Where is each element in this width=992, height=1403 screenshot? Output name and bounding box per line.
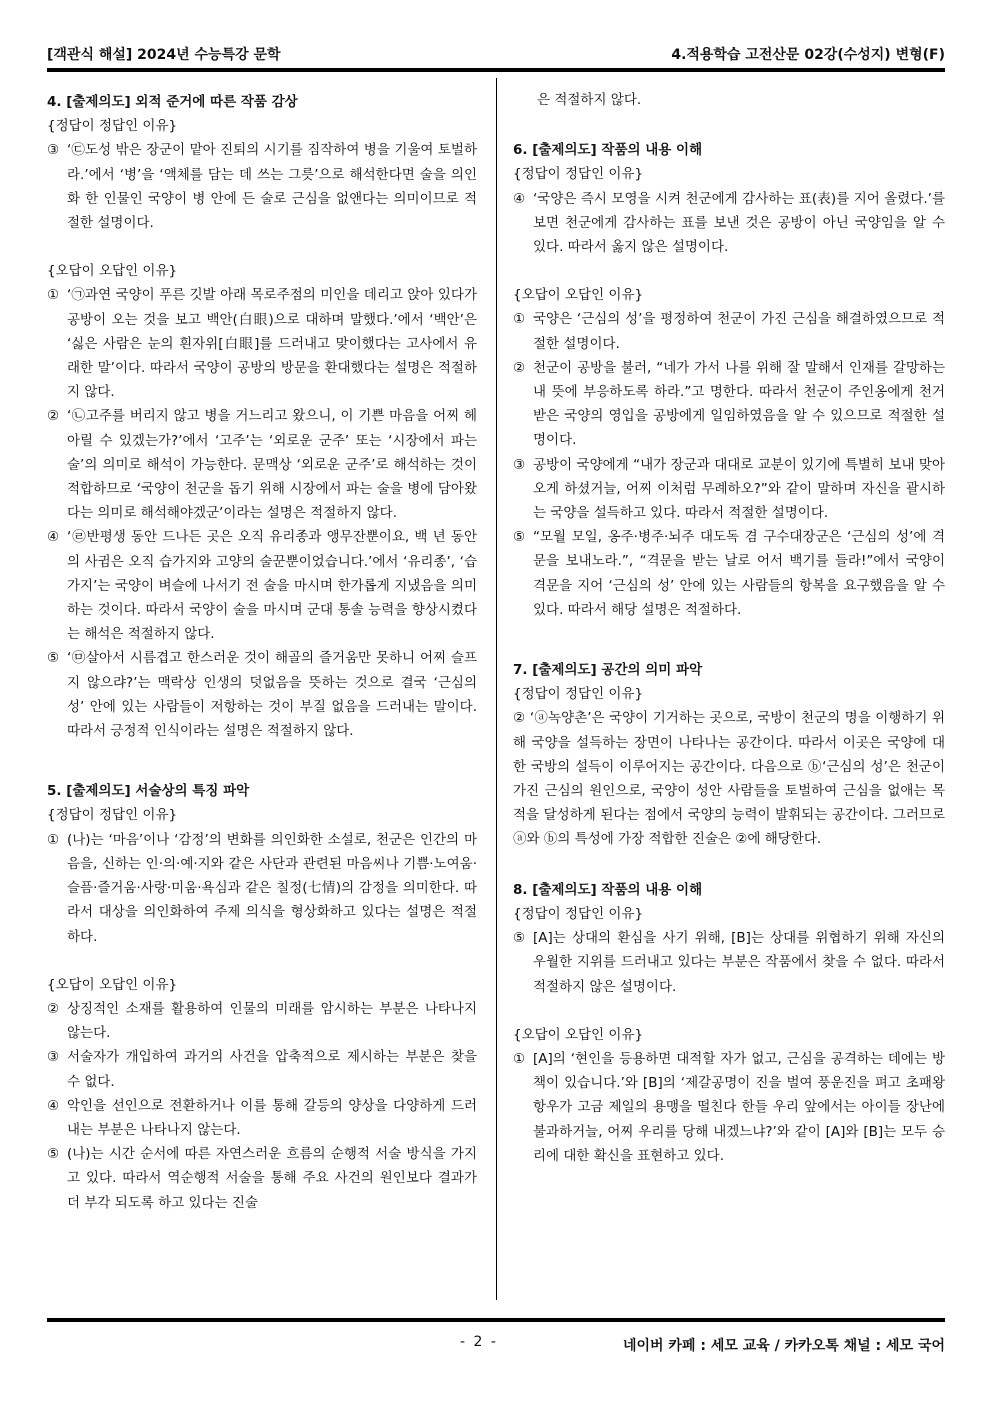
explanation-item (47, 404, 477, 525)
item-number: ② (47, 1000, 60, 1017)
footer-rule (47, 1318, 945, 1322)
item-number: ① (47, 287, 60, 304)
item-number: ③ (513, 456, 526, 473)
section-title: 5. [출제의도] 서술상의 특징 파악 (47, 783, 250, 800)
subsection-label: {정답이 정답인 이유} (513, 686, 644, 703)
subsection-label: {오답이 오답인 이유} (513, 287, 644, 304)
page-number: - 2 - (460, 1334, 498, 1350)
right-column (513, 88, 945, 1168)
section-title: 7. [출제의도] 공간의 의미 파악 (513, 662, 703, 679)
header-rule (47, 68, 945, 72)
explanation-item (47, 1045, 477, 1093)
subsection-label: {오답이 오답인 이유} (513, 1026, 644, 1043)
header-chapter: 4.적용학습 고전산문 02강(수성지) 변형(F) (671, 47, 945, 63)
explanation-item (513, 926, 945, 999)
item-number: ⑤ (513, 930, 526, 947)
explanation-item (513, 525, 945, 622)
explanation-item (47, 138, 477, 235)
explanation-item (47, 1142, 477, 1215)
section-title: 8. [출제의도] 작품의 내용 이해 (513, 881, 703, 898)
item-text: ‘㉤살아서 시름겹고 한스러운 것이 해골의 즐거움만 못하니 어찌 슬프지 않으랴?’는 맥락상 인생의 덧없음을 뜻하는 것으로 결국 ‘근심의 성’ 안에 있는 사람들이 저항하는 것이 부질 없음을 드러내는 말이다. 따라서 긍정적 인식이라는 설명은 적절하지 않다. (67, 650, 477, 740)
section-title: 6. [출제의도] 작품의 내용 이해 (513, 142, 703, 159)
left-column (47, 88, 477, 1215)
subsection-label: {오답이 오답인 이유} (47, 976, 178, 993)
subsection-label: {정답이 정답인 이유} (513, 905, 644, 922)
subsection-label: {오답이 오답인 이유} (47, 263, 178, 280)
item-number: ① (513, 1050, 526, 1067)
explanation-item (47, 283, 477, 404)
item-text: [A]의 ‘현인을 등용하면 대적할 자가 없고, 근심을 공격하는 데에는 방책이 있습니다.’와 [B]의 ‘제갈공명이 진을 벌여 풍운진을 펴고 초패왕 항우가 고금 제일의 용맹을 떨친다 한들 우리 앞에서는 아이들 장난에 불과하거늘, 어찌 우리를 당해 내겠느냐?’와 같이 [A]와 [B]는 모두 승리에 대한 확신을 표현하고 있다. (533, 1050, 945, 1164)
item-text: 상징적인 소재를 활용하여 인물의 미래를 암시하는 부분은 나타나지 않는다. (67, 1000, 477, 1042)
item-number: ⑤ (47, 650, 60, 667)
item-text: ‘㉢도성 밖은 장군이 맡아 진퇴의 시기를 짐작하여 병을 기울여 토벌하라.’에서 ‘병’을 ‘액체를 담는 데 쓰는 그릇’으로 해석한다면 술을 의인화 한 인물인 국양이 병 안에 든 술로 근심을 없앤다는 의미이므로 적절한 설명이다. (67, 142, 477, 232)
item-text: ‘㉠과연 국양이 푸른 깃발 아래 목로주점의 미인을 데리고 앉아 있다가 공방이 오는 것을 보고 백안(白眼)으로 대하며 말했다.’에서 ‘백안’은 ‘싫은 사람은 눈의 흰자위[白眼]를 드러내고 맞이했다는 고사에서 유래한 말’이다. 따라서 국양이 공방의 방문을 환대했다는 설명은 적절하지 않다. (67, 287, 477, 401)
continued-text: 은 적절하지 않다. (537, 92, 642, 108)
header-title: [객관식 해설] 2024년 수능특강 문학 (47, 47, 281, 63)
explanation-item (47, 828, 477, 949)
explanation-item (47, 525, 477, 646)
item-text: “모월 모일, 옹주·병주·뇌주 대도독 겸 구수대장군은 ‘근심의 성’에 격문을 보내노라.”, “격문을 받는 날로 어서 백기를 들라!”에서 국양이 격문을 지어 ‘근심의 성’ 안에 있는 사람들의 항복을 요구했음을 알 수 있다. 따라서 해당 설명은 적절하다. (533, 529, 945, 618)
explanation-item (513, 356, 945, 453)
item-text: (나)는 ‘마음’이나 ‘감정’의 변화를 의인화한 소설로, 천군은 인간의 마음을, 신하는 인·의·예·지와 같은 사단과 관련된 마음씨나 기쁨·노여움·슬픔·즐거움·사랑·미움·욕심과 같은 칠정(七情)의 감정을 의미한다. 따라서 대상을 의인화하여 주제 의식을 형상화하고 있다는 설명은 적절하다. (67, 831, 477, 945)
item-text: ‘㉡고주를 버리지 않고 병을 거느리고 왔으니, 이 기쁜 마음을 어찌 헤아릴 수 있겠는가?’에서 ‘고주’는 ‘외로운 군주’ 또는 ‘시장에서 파는 술’의 의미로 해석이 가능한다. 문맥상 ‘외로운 군주’로 해석하는 것이 적합하므로 ‘국양이 천군을 돕기 위해 시장에서 파는 술을 병에 담아왔다는 의미로 해석해야겠군’이라는 설명은 적절하지 않다. (67, 408, 477, 522)
spacer (513, 112, 945, 136)
item-number: ③ (47, 1049, 60, 1066)
item-number: ④ (47, 529, 60, 546)
item-text: 공방이 국양에게 “내가 장군과 대대로 교분이 있기에 특별히 보내 맞아 오게 하셨거늘, 어찌 이처럼 무례하오?”와 같이 말하며 자신을 괄시하는 국양을 설득하고 있다. 따라서 적절한 설명이다. (533, 456, 945, 522)
column-divider (496, 78, 497, 1300)
explanation-item (513, 187, 945, 260)
item-number: ⑤ (47, 1146, 60, 1163)
item-number: ② (513, 359, 526, 376)
subsection-label: {정답이 정답인 이유} (47, 118, 178, 135)
item-text: 악인을 선인으로 전환하거나 이를 통해 갈등의 양상을 다양하게 드러내는 부분은 나타나지 않는다. (67, 1097, 477, 1138)
page-header (47, 40, 945, 66)
spacer (47, 949, 477, 973)
spacer (513, 622, 945, 656)
item-text: [A]는 상대의 환심을 사기 위해, [B]는 상대를 위협하기 위해 자신의 우월한 지위를 드러내고 있다는 부분은 작품에서 찾을 수 없다. 따라서 적절하지 않은 설명이다. (533, 930, 945, 995)
spacer (513, 852, 945, 876)
paragraph: ② ‘ⓐ녹양촌’은 국양이 기거하는 곳으로, 국방이 천군의 명을 이행하기 위해 국양을 설득하는 장면이 나타나는 공간이다. 따라서 이곳은 국양에 대한 국방의 설득이 이루어지는 공간이다. 다음으로 ⓑ‘근심의 성’은 천군이 가진 근심의 원인으로, 국양이 성안 사람들을 토벌하여 근심을 없애는 목적을 달성하게 된다는 점에서 국양의 능력이 발휘되는 공간이다. 그러므로 ⓐ와 ⓑ의 특성에 가장 적합한 진술은 ②에 해당한다. (513, 710, 945, 848)
spacer (513, 999, 945, 1023)
explanation-item (513, 453, 945, 526)
item-text: ‘국양은 즉시 모영을 시켜 천군에게 감사하는 표(表)를 지어 올렸다.’를 보면 천군에게 감사하는 표를 보낸 것은 공방이 아닌 국양임을 알 수 있다. 따라서 옳지 않은 설명이다. (533, 190, 945, 256)
item-number: ① (513, 311, 526, 328)
explanation-item (47, 646, 477, 743)
item-text: ‘㉣반평생 동안 드나든 곳은 오직 유리종과 앵무잔뿐이요, 백 년 동안의 사귐은 오직 습가지와 고양의 술꾼뿐이었습니다.’에서 ‘유리종’, ‘습가지’는 국양이 벼슬에 나서기 전 술을 마시며 한가롭게 지냈음을 의미하는 것이다. 따라서 국양이 술을 마시며 군대 통솔 능력을 향상시켰다는 해석은 적절하지 않다. (67, 529, 477, 643)
spacer (47, 235, 477, 259)
footer-credit: 네이버 카페 : 세모 교육 / 카카오톡 채널 : 세모 국어 (622, 1338, 945, 1354)
spacer (513, 259, 945, 283)
item-text: (나)는 시간 순서에 따른 자연스러운 흐름의 순행적 서술 방식을 가지고 있다. 따라서 역순행적 서술을 통해 주요 사건의 원인보다 결과가 더 부각 되도록 하고 있다는 진술 (67, 1146, 477, 1211)
item-number: ② (47, 408, 60, 425)
item-number: ① (47, 831, 60, 848)
explanation-item (513, 1047, 945, 1168)
explanation-item (513, 307, 945, 355)
item-number: ④ (47, 1097, 60, 1114)
item-text: 서술자가 개입하여 과거의 사건을 압축적으로 제시하는 부분은 찾을 수 없다. (67, 1049, 477, 1090)
item-number: ⑤ (513, 529, 526, 546)
subsection-label: {정답이 정답인 이유} (47, 807, 178, 824)
explanation-item (47, 1094, 477, 1142)
item-text: 국양은 ‘근심의 성’을 평정하여 천군이 가진 근심을 해결하였으므로 적절한 설명이다. (533, 311, 945, 352)
section-title: 4. [출제의도] 외적 준거에 따른 작품 감상 (47, 94, 298, 110)
item-number: ③ (47, 142, 60, 159)
spacer (47, 743, 477, 777)
item-number: ④ (513, 190, 526, 207)
subsection-label: {정답이 정답인 이유} (513, 166, 644, 183)
item-text: 천군이 공방을 불러, “네가 가서 나를 위해 잘 말해서 인재를 갈망하는 내 뜻에 부응하도록 하라.”고 명한다. 따라서 천군이 주인옹에게 천거 받은 국양의 영입을 공방에게 일임하였음을 알 수 있으므로 적절한 설명이다. (533, 359, 945, 449)
explanation-item (47, 997, 477, 1045)
